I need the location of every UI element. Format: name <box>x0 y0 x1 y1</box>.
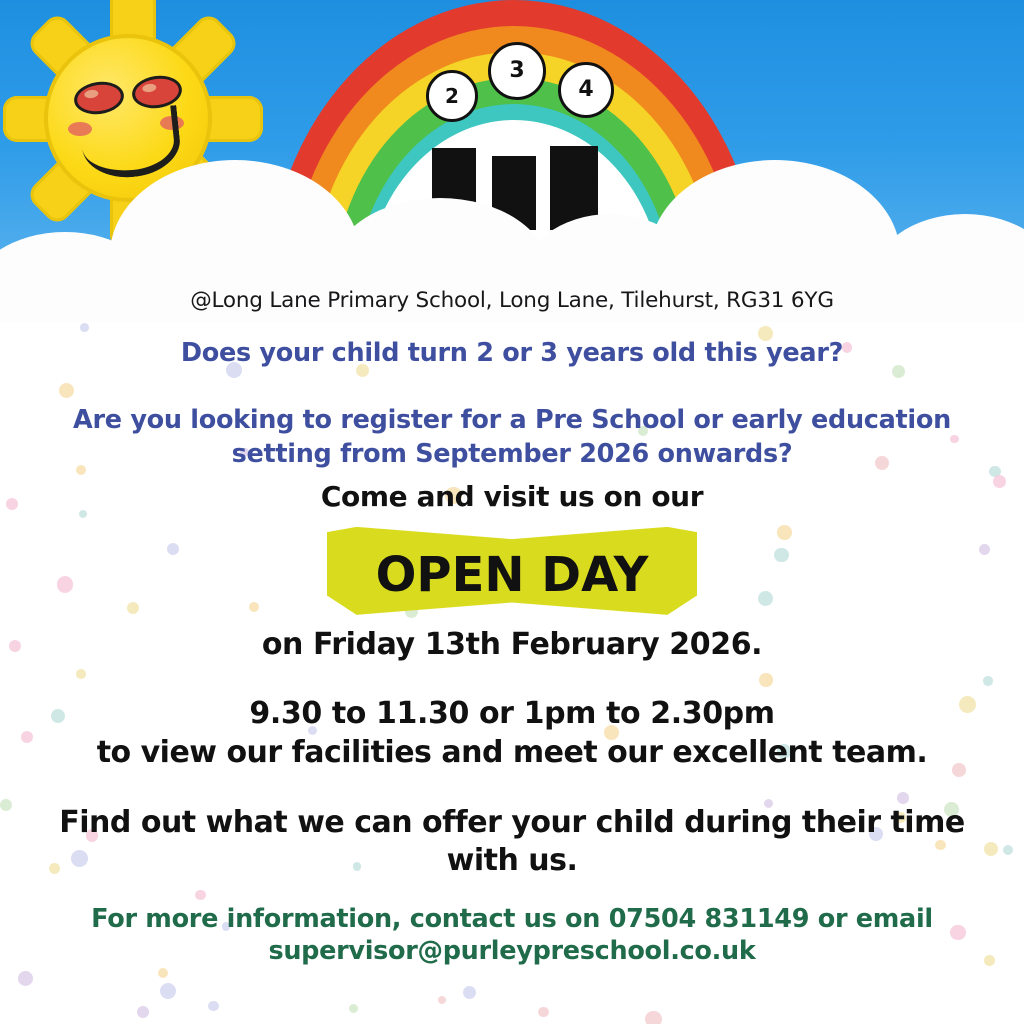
question-line: Does your child turn 2 or 3 years old this year? <box>180 338 844 368</box>
confetti-dot <box>349 1004 358 1013</box>
confetti-dot <box>160 983 176 999</box>
balloon-3: 3 <box>488 42 546 100</box>
address-line: @Long Lane Primary School, Long Lane, Tilehurst, RG31 6YG <box>190 288 834 313</box>
open-day-banner <box>327 527 697 615</box>
confetti-dot <box>438 996 447 1005</box>
confetti-dot <box>463 986 476 999</box>
poster-body <box>0 322 1024 1024</box>
confetti-dot <box>538 1007 549 1018</box>
confetti-dot <box>158 968 168 978</box>
confetti-dot <box>137 1006 149 1018</box>
sky-header <box>0 0 1024 322</box>
confetti-dot <box>18 971 33 986</box>
balloon-2: 2 <box>426 70 478 122</box>
confetti-dot <box>645 1011 661 1024</box>
offer-line: Find out what we can offer your child during their time with us. <box>59 804 965 879</box>
balloon-4: 4 <box>558 62 614 118</box>
confetti-dot <box>208 1001 218 1011</box>
confetti-dot <box>80 323 89 332</box>
register-line: Are you looking to register for a Pre School or early education setting from September 2026 onwards? <box>73 405 951 469</box>
times-line: 9.30 to 11.30 or 1pm to 2.30pm <box>249 695 775 731</box>
facilities-line: to view our facilities and meet our excellent team. <box>96 734 928 770</box>
open-day-label: OPEN DAY <box>375 546 649 603</box>
visit-line: Come and visit us on our <box>320 479 704 513</box>
date-line: on Friday 13th February 2026. <box>261 626 763 662</box>
contact-line: For more information, contact us on 07504 831149 or email supervisor@purleypreschool.co.uk <box>91 903 933 967</box>
